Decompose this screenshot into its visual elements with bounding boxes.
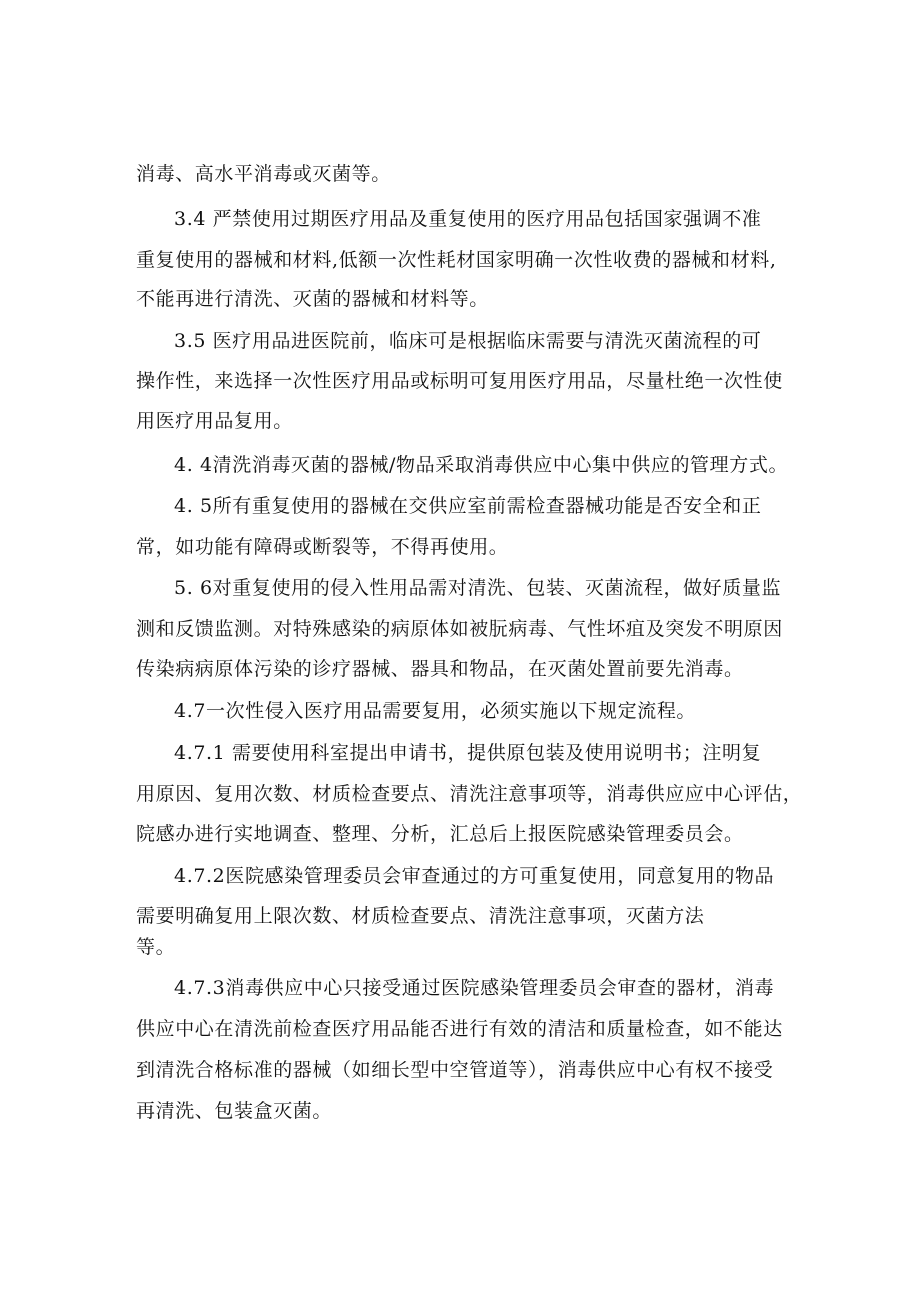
paragraph-line: 需要明确复用上限次数、材质检查要点、清洗注意事项，灭菌方法 <box>136 905 705 927</box>
paragraph-line: 不能再进行清洗、灭菌的器械和材料等。 <box>136 288 489 310</box>
paragraph-line: 4.7.3消毒供应中心只接受通过医院感染管理委员会审查的器材，消毒 <box>174 977 775 999</box>
paragraph-line: 常，如功能有障碍或断裂等，不得再使用。 <box>136 536 509 558</box>
paragraph-line: 传染病病原体污染的诊疗器械、器具和物品，在灭菌处置前要先消毒。 <box>136 658 744 680</box>
paragraph-line: 4.7.1 需要使用科室提出申请书，提供原包装及使用说明书；注明复 <box>174 742 762 764</box>
paragraph-line: 4. 5所有重复使用的器械在交供应室前需检查器械功能是否安全和正 <box>174 495 762 517</box>
paragraph-line: 4.7.2医院感染管理委员会审查通过的方可重复使用，同意复用的物品 <box>174 865 775 887</box>
paragraph-line: 用医疗用品复用。 <box>136 410 293 432</box>
paragraph-line: 操作性，来选择一次性医疗用品或标明可复用医疗用品，尽量杜绝一次性使 <box>136 370 783 392</box>
paragraph-line: 等。 <box>136 936 176 958</box>
paragraph-line: 供应中心在清洗前检查医疗用品能否进行有效的清洁和质量检查，如不能达 <box>136 1018 783 1040</box>
paragraph-line: 测和反馈监测。对特殊感染的病原体如被朊病毒、气性坏疽及突发不明原因 <box>136 618 783 640</box>
paragraph-line: 消毒、高水平消毒或灭菌等。 <box>136 163 391 185</box>
paragraph-line: 院感办进行实地调查、整理、分析，汇总后上报医院感染管理委员会。 <box>136 823 744 845</box>
paragraph-line: 3.4 严禁使用过期医疗用品及重复使用的医疗用品包括国家强调不准 <box>174 208 762 230</box>
paragraph-line: 3.5 医疗用品进医院前，临床可是根据临床需要与清洗灭菌流程的可 <box>174 330 762 352</box>
paragraph-line: 4. 4清洗消毒灭菌的器械/物品采取消毒供应中心集中供应的管理方式。 <box>174 454 789 476</box>
paragraph-line: 再清洗、包装盒灭菌。 <box>136 1100 333 1122</box>
paragraph-line: 用原因、复用次数、材质检查要点、清洗注意事项等，消毒供应应中心评估， <box>136 783 803 805</box>
paragraph-line: 5. 6对重复使用的侵入性用品需对清洗、包装、灭菌流程，做好质量监 <box>174 577 782 599</box>
paragraph-line: 重复使用的器械和材料,低额一次性耗材国家明确一次性收费的器械和材料, <box>136 249 777 271</box>
paragraph-line: 4.7一次性侵入医疗用品需要复用，必须实施以下规定流程。 <box>174 700 697 722</box>
paragraph-line: 到清洗合格标准的器械（如细长型中空管道等），消毒供应中心有权不接受 <box>136 1059 774 1081</box>
